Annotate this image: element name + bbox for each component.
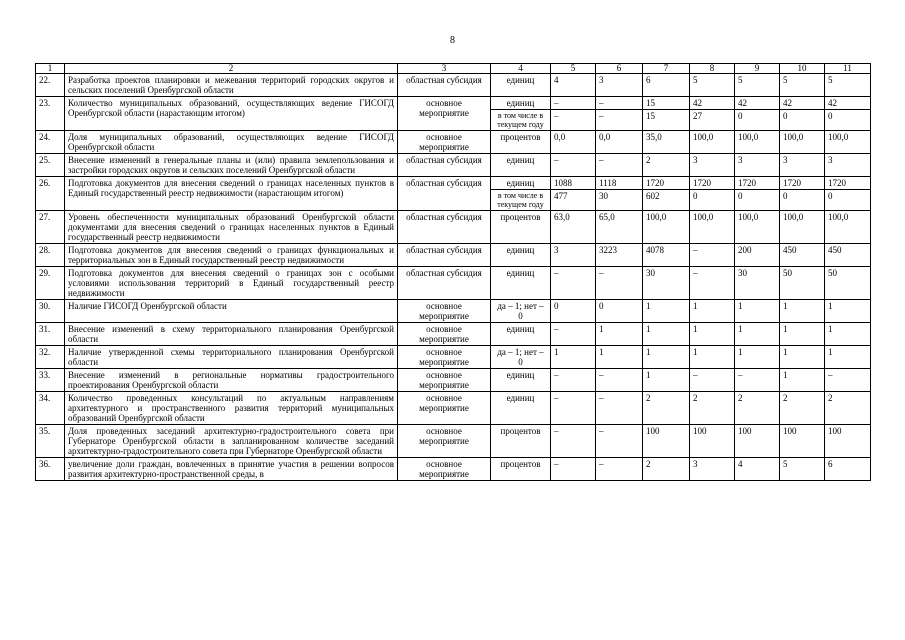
row-number: 28.: [36, 244, 65, 267]
value-cell-year-5: –: [551, 425, 596, 458]
row-number: 26.: [36, 177, 65, 211]
value-cell-year-8: –: [690, 267, 735, 300]
indicator-name: Количество муниципальных образований, осуществляющих ведение ГИСОГД Оренбургской области (нарастающим итогом): [65, 97, 398, 131]
value-cell-year-6: –: [596, 267, 643, 300]
table-row: [36, 97, 871, 110]
unit-of-measure: в том числе в текущем году: [491, 110, 551, 131]
row-number: 36.: [36, 458, 65, 481]
value-cell-year-9: 1720: [735, 177, 780, 190]
value-cell-year-8: 0: [690, 190, 735, 211]
value-cell-year-11: 1: [825, 346, 871, 369]
row-number: 22.: [36, 74, 65, 97]
value-cell-year-5: 0: [551, 300, 596, 323]
value-cell-year-8: 5: [690, 74, 735, 97]
value-cell-year-11: 1: [825, 323, 871, 346]
row-number: 33.: [36, 369, 65, 392]
value-cell-year-7: 15: [643, 97, 690, 110]
value-cell-year-11: –: [825, 369, 871, 392]
indicator-name: Подготовка документов для внесения сведений о границах зон с особыми условиями использования территорий в Единый государственный реестр недвижимости: [65, 267, 398, 300]
unit-of-measure: единиц: [491, 97, 551, 110]
value-cell-year-8: 1: [690, 346, 735, 369]
value-cell-year-7: 2: [643, 392, 690, 425]
value-cell-year-6: –: [596, 392, 643, 425]
value-cell-year-10: 1: [780, 346, 825, 369]
value-cell-year-8: 3: [690, 458, 735, 481]
unit-of-measure: в том числе в текущем году: [491, 190, 551, 211]
row-number: 27.: [36, 211, 65, 244]
column-number-4: 4: [491, 64, 551, 74]
column-number-1: 1: [36, 64, 65, 74]
value-cell-year-6: 1118: [596, 177, 643, 190]
value-cell-year-7: 35,0: [643, 131, 690, 154]
value-cell-year-8: 100: [690, 425, 735, 458]
unit-of-measure: единиц: [491, 177, 551, 190]
value-cell-year-7: 30: [643, 267, 690, 300]
value-cell-year-7: 2: [643, 458, 690, 481]
value-cell-year-9: 30: [735, 267, 780, 300]
value-cell-year-5: 0,0: [551, 131, 596, 154]
value-cell-year-5: 3: [551, 244, 596, 267]
unit-of-measure: единиц: [491, 369, 551, 392]
value-cell-year-9: 100,0: [735, 131, 780, 154]
value-cell-year-10: 5: [780, 458, 825, 481]
funding-source: основное мероприятие: [398, 131, 491, 154]
table-row: [36, 425, 871, 458]
value-cell-year-9: 42: [735, 97, 780, 110]
value-cell-year-10: 100,0: [780, 131, 825, 154]
value-cell-year-7: 100: [643, 425, 690, 458]
value-cell-year-6: 1: [596, 323, 643, 346]
value-cell-year-6: 0,0: [596, 131, 643, 154]
value-cell-year-11: 1720: [825, 177, 871, 190]
row-number: 35.: [36, 425, 65, 458]
indicator-name: Подготовка документов для внесения сведений о границах функциональных и территориальных зон в Единый государственный реестр недвижимости: [65, 244, 398, 267]
indicator-name: Внесение изменений в схему территориального планирования Оренбургской области: [65, 323, 398, 346]
value-cell-year-8: –: [690, 369, 735, 392]
value-cell-year-5: 1: [551, 346, 596, 369]
table-row: [36, 244, 871, 267]
value-cell-year-5: 4: [551, 74, 596, 97]
value-cell-year-6: –: [596, 369, 643, 392]
column-number-5: 5: [551, 64, 596, 74]
value-cell-year-11: 0: [825, 110, 871, 131]
indicator-name: Разработка проектов планировки и межевания территорий городских округов и сельских поселений Оренбургской области: [65, 74, 398, 97]
value-cell-year-7: 602: [643, 190, 690, 211]
value-cell-year-11: 100,0: [825, 211, 871, 244]
value-cell-year-7: 1720: [643, 177, 690, 190]
funding-source: основное мероприятие: [398, 458, 491, 481]
indicator-name: Наличие утвержденной схемы территориального планирования Оренбургской области: [65, 346, 398, 369]
column-number-8: 8: [690, 64, 735, 74]
value-cell-year-5: –: [551, 267, 596, 300]
table-header-row: [36, 64, 871, 74]
value-cell-year-8: 1: [690, 323, 735, 346]
value-cell-year-9: 100: [735, 425, 780, 458]
unit-of-measure: да – 1; нет – 0: [491, 346, 551, 369]
value-cell-year-10: 50: [780, 267, 825, 300]
value-cell-year-5: –: [551, 392, 596, 425]
value-cell-year-11: 100: [825, 425, 871, 458]
value-cell-year-10: 0: [780, 190, 825, 211]
row-number: 23.: [36, 97, 65, 131]
row-number: 24.: [36, 131, 65, 154]
value-cell-year-7: 100,0: [643, 211, 690, 244]
value-cell-year-5: –: [551, 154, 596, 177]
value-cell-year-8: 1: [690, 300, 735, 323]
value-cell-year-7: 4078: [643, 244, 690, 267]
table-row: [36, 300, 871, 323]
value-cell-year-9: 5: [735, 74, 780, 97]
value-cell-year-7: 1: [643, 323, 690, 346]
column-number-3: 3: [398, 64, 491, 74]
value-cell-year-7: 1: [643, 369, 690, 392]
value-cell-year-6: –: [596, 458, 643, 481]
funding-source: основное мероприятие: [398, 369, 491, 392]
value-cell-year-6: 65,0: [596, 211, 643, 244]
value-cell-year-6: –: [596, 154, 643, 177]
value-cell-year-5: –: [551, 458, 596, 481]
row-number: 34.: [36, 392, 65, 425]
value-cell-year-8: 100,0: [690, 131, 735, 154]
unit-of-measure: процентов: [491, 458, 551, 481]
value-cell-year-9: –: [735, 369, 780, 392]
indicator-name: Уровень обеспеченности муниципальных образований Оренбургской области документами для внесения сведений о границах населенных пунктов в Единый государственный реестр недвижимости: [65, 211, 398, 244]
indicator-name: Наличие ГИСОГД Оренбургской области: [65, 300, 398, 323]
value-cell-year-11: 42: [825, 97, 871, 110]
value-cell-year-10: 2: [780, 392, 825, 425]
unit-of-measure: процентов: [491, 211, 551, 244]
value-cell-year-9: 0: [735, 190, 780, 211]
value-cell-year-7: 2: [643, 154, 690, 177]
funding-source: областная субсидия: [398, 267, 491, 300]
table-row: [36, 369, 871, 392]
unit-of-measure: да – 1; нет – 0: [491, 300, 551, 323]
funding-source: основное мероприятие: [398, 97, 491, 131]
value-cell-year-10: 450: [780, 244, 825, 267]
row-number: 25.: [36, 154, 65, 177]
value-cell-year-5: –: [551, 323, 596, 346]
value-cell-year-6: 1: [596, 346, 643, 369]
indicator-name: Доля муниципальных образований, осуществляющих ведение ГИСОГД Оренбургской области: [65, 131, 398, 154]
funding-source: основное мероприятие: [398, 392, 491, 425]
value-cell-year-10: 3: [780, 154, 825, 177]
value-cell-year-6: 0: [596, 300, 643, 323]
unit-of-measure: процентов: [491, 131, 551, 154]
value-cell-year-11: 2: [825, 392, 871, 425]
table-row: [36, 392, 871, 425]
value-cell-year-6: 3: [596, 74, 643, 97]
funding-source: областная субсидия: [398, 154, 491, 177]
funding-source: основное мероприятие: [398, 346, 491, 369]
value-cell-year-6: 30: [596, 190, 643, 211]
funding-source: областная субсидия: [398, 74, 491, 97]
value-cell-year-7: 1: [643, 346, 690, 369]
value-cell-year-9: 2: [735, 392, 780, 425]
value-cell-year-8: –: [690, 244, 735, 267]
funding-source: областная субсидия: [398, 244, 491, 267]
value-cell-year-9: 1: [735, 300, 780, 323]
column-number-6: 6: [596, 64, 643, 74]
value-cell-year-8: 42: [690, 97, 735, 110]
value-cell-year-10: 100,0: [780, 211, 825, 244]
unit-of-measure: единиц: [491, 244, 551, 267]
indicator-name: увеличение доли граждан, вовлеченных в принятие участия в решении вопросов развития архитектурно-пространственной среды, в: [65, 458, 398, 481]
value-cell-year-8: 1720: [690, 177, 735, 190]
value-cell-year-5: 477: [551, 190, 596, 211]
value-cell-year-10: 0: [780, 110, 825, 131]
funding-source: основное мероприятие: [398, 323, 491, 346]
column-number-7: 7: [643, 64, 690, 74]
value-cell-year-11: 5: [825, 74, 871, 97]
row-number: 31.: [36, 323, 65, 346]
indicator-name: Количество проведенных консультаций по актуальным направлениям архитектурного и пространственного развития территорий муниципальных образований Оренбургской области: [65, 392, 398, 425]
unit-of-measure: единиц: [491, 154, 551, 177]
value-cell-year-11: 100,0: [825, 131, 871, 154]
indicator-name: Внесение изменений в генеральные планы и (или) правила землепользования и застройки городских округов и сельских поселений Оренбургской области: [65, 154, 398, 177]
value-cell-year-5: 63,0: [551, 211, 596, 244]
value-cell-year-8: 2: [690, 392, 735, 425]
unit-of-measure: единиц: [491, 323, 551, 346]
table-row: [36, 458, 871, 481]
value-cell-year-9: 4: [735, 458, 780, 481]
table-row: [36, 177, 871, 190]
value-cell-year-9: 1: [735, 323, 780, 346]
value-cell-year-9: 3: [735, 154, 780, 177]
value-cell-year-7: 15: [643, 110, 690, 131]
value-cell-year-9: 0: [735, 110, 780, 131]
value-cell-year-10: 5: [780, 74, 825, 97]
table-row: [36, 154, 871, 177]
value-cell-year-11: 3: [825, 154, 871, 177]
value-cell-year-8: 27: [690, 110, 735, 131]
column-number-11: 11: [825, 64, 871, 74]
table-row: [36, 131, 871, 154]
row-number: 30.: [36, 300, 65, 323]
value-cell-year-11: 0: [825, 190, 871, 211]
unit-of-measure: единиц: [491, 267, 551, 300]
table-row: [36, 211, 871, 244]
table-row: [36, 267, 871, 300]
value-cell-year-11: 6: [825, 458, 871, 481]
value-cell-year-11: 450: [825, 244, 871, 267]
value-cell-year-7: 1: [643, 300, 690, 323]
value-cell-year-10: 1720: [780, 177, 825, 190]
funding-source: областная субсидия: [398, 177, 491, 211]
funding-source: основное мероприятие: [398, 300, 491, 323]
value-cell-year-6: –: [596, 425, 643, 458]
value-cell-year-10: 1: [780, 369, 825, 392]
value-cell-year-10: 42: [780, 97, 825, 110]
page-number: 8: [450, 35, 455, 46]
value-cell-year-8: 3: [690, 154, 735, 177]
value-cell-year-8: 100,0: [690, 211, 735, 244]
row-number: 32.: [36, 346, 65, 369]
indicators-table: [35, 63, 871, 481]
value-cell-year-7: 6: [643, 74, 690, 97]
indicator-name: Подготовка документов для внесения сведений о границах населенных пунктов в Единый государственный реестр недвижимости (нарастающим итогом): [65, 177, 398, 211]
value-cell-year-5: 1088: [551, 177, 596, 190]
unit-of-measure: процентов: [491, 425, 551, 458]
value-cell-year-6: –: [596, 110, 643, 131]
funding-source: областная субсидия: [398, 211, 491, 244]
value-cell-year-11: 50: [825, 267, 871, 300]
value-cell-year-10: 1: [780, 300, 825, 323]
indicator-name: Доля проведенных заседаний архитектурно-градостроительного совета при Губернаторе Оренбургской области в запланированном количестве заседаний архитектурно-градостроительного совета при Губернаторе Оренбургской области: [65, 425, 398, 458]
unit-of-measure: единиц: [491, 74, 551, 97]
table-row: [36, 346, 871, 369]
value-cell-year-6: –: [596, 97, 643, 110]
table-row: [36, 74, 871, 97]
value-cell-year-5: –: [551, 110, 596, 131]
unit-of-measure: единиц: [491, 392, 551, 425]
value-cell-year-5: –: [551, 97, 596, 110]
value-cell-year-11: 1: [825, 300, 871, 323]
value-cell-year-9: 100,0: [735, 211, 780, 244]
column-number-2: 2: [65, 64, 398, 74]
indicator-name: Внесение изменений в региональные нормативы градостроительного проектирования Оренбургской области: [65, 369, 398, 392]
table-row: [36, 323, 871, 346]
value-cell-year-5: –: [551, 369, 596, 392]
row-number: 29.: [36, 267, 65, 300]
value-cell-year-6: 3223: [596, 244, 643, 267]
value-cell-year-9: 200: [735, 244, 780, 267]
funding-source: основное мероприятие: [398, 425, 491, 458]
column-number-9: 9: [735, 64, 780, 74]
value-cell-year-10: 1: [780, 323, 825, 346]
column-number-10: 10: [780, 64, 825, 74]
value-cell-year-9: 1: [735, 346, 780, 369]
value-cell-year-10: 100: [780, 425, 825, 458]
